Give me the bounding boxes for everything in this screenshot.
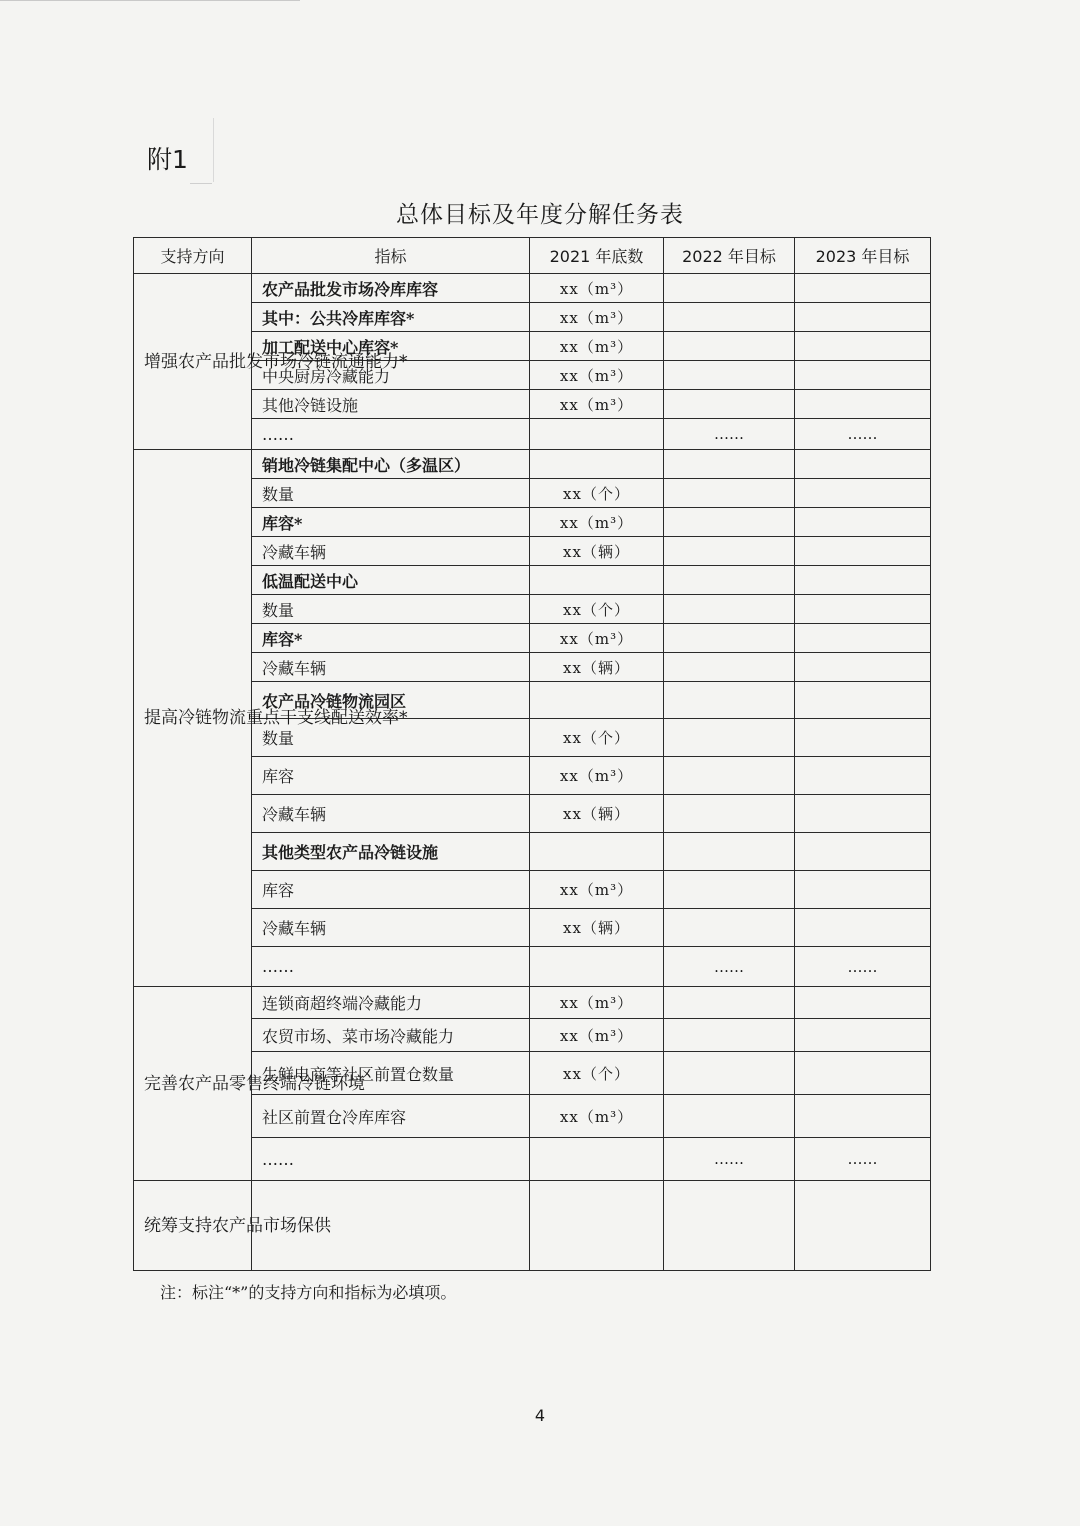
baseline-2021-cell xyxy=(530,450,664,479)
header-2021: 2021 年底数 xyxy=(530,238,664,274)
target-2023-cell xyxy=(795,653,931,682)
target-2023-cell xyxy=(795,833,931,871)
header-2022: 2022 年目标 xyxy=(664,238,795,274)
target-2023-cell: …… xyxy=(795,1138,931,1181)
header-2023: 2023 年目标 xyxy=(795,238,931,274)
target-2022-cell xyxy=(664,795,795,833)
baseline-2021-cell: xx（辆） xyxy=(530,795,664,833)
table-row xyxy=(134,450,931,479)
table-row xyxy=(134,1095,931,1138)
scan-mark xyxy=(213,118,214,182)
target-2023-cell xyxy=(795,682,931,719)
direction-cell: 提高冷链物流重点干支线配送效率* xyxy=(134,450,252,987)
table-row xyxy=(134,479,931,508)
indicator-cell: 农贸市场、菜市场冷藏能力 xyxy=(252,1019,530,1052)
indicator-cell: 冷藏车辆 xyxy=(252,795,530,833)
target-2023-cell xyxy=(795,274,931,303)
target-2023-cell xyxy=(795,303,931,332)
target-2023-cell xyxy=(795,719,931,757)
indicator-cell: 冷藏车辆 xyxy=(252,909,530,947)
indicator-cell: 库容* xyxy=(252,624,530,653)
target-2023-cell xyxy=(795,508,931,537)
target-2022-cell: …… xyxy=(664,1138,795,1181)
table-row xyxy=(134,795,931,833)
page-title: 总体目标及年度分解任务表 xyxy=(396,202,684,228)
target-2023-cell xyxy=(795,1052,931,1095)
target-2023-cell xyxy=(795,332,931,361)
indicator-cell: 数量 xyxy=(252,719,530,757)
indicator-cell: 数量 xyxy=(252,479,530,508)
table-row xyxy=(134,1181,931,1271)
target-2022-cell xyxy=(664,653,795,682)
target-2022-cell xyxy=(664,303,795,332)
target-2022-cell xyxy=(664,682,795,719)
header-direction: 支持方向 xyxy=(134,238,252,274)
baseline-2021-cell xyxy=(530,419,664,450)
target-2022-cell xyxy=(664,332,795,361)
indicator-cell: …… xyxy=(252,947,530,987)
indicator-cell: 库容 xyxy=(252,871,530,909)
target-2022-cell xyxy=(664,757,795,795)
table-row xyxy=(134,537,931,566)
indicator-cell: 低温配送中心 xyxy=(252,566,530,595)
target-2022-cell xyxy=(664,537,795,566)
baseline-2021-cell: xx（m³） xyxy=(530,303,664,332)
target-2022-cell xyxy=(664,595,795,624)
baseline-2021-cell: xx（个） xyxy=(530,1052,664,1095)
baseline-2021-cell: xx（m³） xyxy=(530,390,664,419)
scan-edge-line xyxy=(0,0,300,5)
baseline-2021-cell: xx（个） xyxy=(530,479,664,508)
table-row xyxy=(134,566,931,595)
baseline-2021-cell: xx（m³） xyxy=(530,508,664,537)
target-2022-cell xyxy=(664,624,795,653)
indicator-cell: 中央厨房冷藏能力 xyxy=(252,361,530,390)
baseline-2021-cell: xx（m³） xyxy=(530,332,664,361)
page-number: 4 xyxy=(534,1406,546,1425)
indicator-cell: 数量 xyxy=(252,595,530,624)
target-2023-cell xyxy=(795,450,931,479)
target-2022-cell xyxy=(664,833,795,871)
target-2022-cell xyxy=(664,1095,795,1138)
target-2023-cell: …… xyxy=(795,947,931,987)
table-row xyxy=(134,624,931,653)
target-2022-cell xyxy=(664,1181,795,1271)
target-2022-cell xyxy=(664,390,795,419)
direction-cell: 统筹支持农产品市场保供 xyxy=(134,1181,252,1271)
target-2023-cell xyxy=(795,624,931,653)
baseline-2021-cell: xx（辆） xyxy=(530,537,664,566)
target-2022-cell xyxy=(664,566,795,595)
target-2022-cell: …… xyxy=(664,947,795,987)
scan-mark xyxy=(190,183,212,184)
target-2022-cell xyxy=(664,361,795,390)
target-2022-cell xyxy=(664,274,795,303)
indicator-cell: 其他类型农产品冷链设施 xyxy=(252,833,530,871)
indicator-cell: 社区前置仓冷库库容 xyxy=(252,1095,530,1138)
target-2023-cell xyxy=(795,757,931,795)
target-2022-cell xyxy=(664,479,795,508)
baseline-2021-cell xyxy=(530,1181,664,1271)
table-row xyxy=(134,508,931,537)
indicator-cell: 冷藏车辆 xyxy=(252,653,530,682)
table-row xyxy=(134,833,931,871)
indicator-cell: 生鲜电商等社区前置仓数量 xyxy=(252,1052,530,1095)
target-2022-cell xyxy=(664,508,795,537)
table-row xyxy=(134,947,931,987)
baseline-2021-cell: xx（个） xyxy=(530,719,664,757)
baseline-2021-cell xyxy=(530,833,664,871)
table-body xyxy=(134,274,931,1271)
table-row xyxy=(134,871,931,909)
baseline-2021-cell: xx（m³） xyxy=(530,757,664,795)
target-2023-cell xyxy=(795,390,931,419)
baseline-2021-cell: xx（个） xyxy=(530,595,664,624)
table-row xyxy=(134,1019,931,1052)
target-2023-cell xyxy=(795,479,931,508)
target-2023-cell: …… xyxy=(795,419,931,450)
baseline-2021-cell: xx（m³） xyxy=(530,1095,664,1138)
target-2023-cell xyxy=(795,1019,931,1052)
table-row xyxy=(134,909,931,947)
indicator-cell: 加工配送中心库容* xyxy=(252,332,530,361)
target-2023-cell xyxy=(795,795,931,833)
target-2022-cell xyxy=(664,450,795,479)
target-2022-cell xyxy=(664,871,795,909)
baseline-2021-cell: xx（m³） xyxy=(530,1019,664,1052)
indicator-cell: 农产品批发市场冷库库容 xyxy=(252,274,530,303)
attachment-label: 附1 xyxy=(147,145,188,174)
table-row xyxy=(134,653,931,682)
target-2022-cell xyxy=(664,1019,795,1052)
target-2023-cell xyxy=(795,566,931,595)
baseline-2021-cell: xx（辆） xyxy=(530,653,664,682)
target-2023-cell xyxy=(795,871,931,909)
indicator-cell: 其他冷链设施 xyxy=(252,390,530,419)
baseline-2021-cell xyxy=(530,947,664,987)
target-table xyxy=(133,237,931,1271)
indicator-cell: …… xyxy=(252,1138,530,1181)
table-row xyxy=(134,419,931,450)
table-row xyxy=(134,757,931,795)
target-2022-cell xyxy=(664,1052,795,1095)
baseline-2021-cell xyxy=(530,682,664,719)
indicator-cell: 库容 xyxy=(252,757,530,795)
table-row xyxy=(134,390,931,419)
target-2023-cell xyxy=(795,987,931,1019)
baseline-2021-cell xyxy=(530,566,664,595)
target-2023-cell xyxy=(795,537,931,566)
baseline-2021-cell: xx（m³） xyxy=(530,624,664,653)
baseline-2021-cell: xx（m³） xyxy=(530,274,664,303)
target-2023-cell xyxy=(795,1181,931,1271)
table-row xyxy=(134,274,931,303)
table-row xyxy=(134,595,931,624)
indicator-cell: 连锁商超终端冷藏能力 xyxy=(252,987,530,1019)
table-row xyxy=(134,303,931,332)
footnote: 注：标注“*”的支持方向和指标为必填项。 xyxy=(160,1283,457,1302)
target-2023-cell xyxy=(795,361,931,390)
target-2023-cell xyxy=(795,595,931,624)
indicator-cell: 农产品冷链物流园区 xyxy=(252,682,530,719)
indicator-cell: …… xyxy=(252,419,530,450)
target-2022-cell: …… xyxy=(664,419,795,450)
table-header-row xyxy=(134,238,931,274)
target-2022-cell xyxy=(664,909,795,947)
header-indicator: 指标 xyxy=(252,238,530,274)
indicator-cell: 库容* xyxy=(252,508,530,537)
target-2022-cell xyxy=(664,987,795,1019)
direction-cell: 完善农产品零售终端冷链环境 xyxy=(134,987,252,1181)
target-2023-cell xyxy=(795,909,931,947)
indicator-cell: 冷藏车辆 xyxy=(252,537,530,566)
baseline-2021-cell: xx（m³） xyxy=(530,361,664,390)
target-2022-cell xyxy=(664,719,795,757)
indicator-cell: 其中：公共冷库库容* xyxy=(252,303,530,332)
target-2023-cell xyxy=(795,1095,931,1138)
baseline-2021-cell xyxy=(530,1138,664,1181)
indicator-cell: 销地冷链集配中心（多温区） xyxy=(252,450,530,479)
baseline-2021-cell: xx（m³） xyxy=(530,987,664,1019)
baseline-2021-cell: xx（m³） xyxy=(530,871,664,909)
baseline-2021-cell: xx（辆） xyxy=(530,909,664,947)
direction-cell: 增强农产品批发市场冷链流通能力* xyxy=(134,274,252,450)
table-row xyxy=(134,1138,931,1181)
table-row xyxy=(134,987,931,1019)
